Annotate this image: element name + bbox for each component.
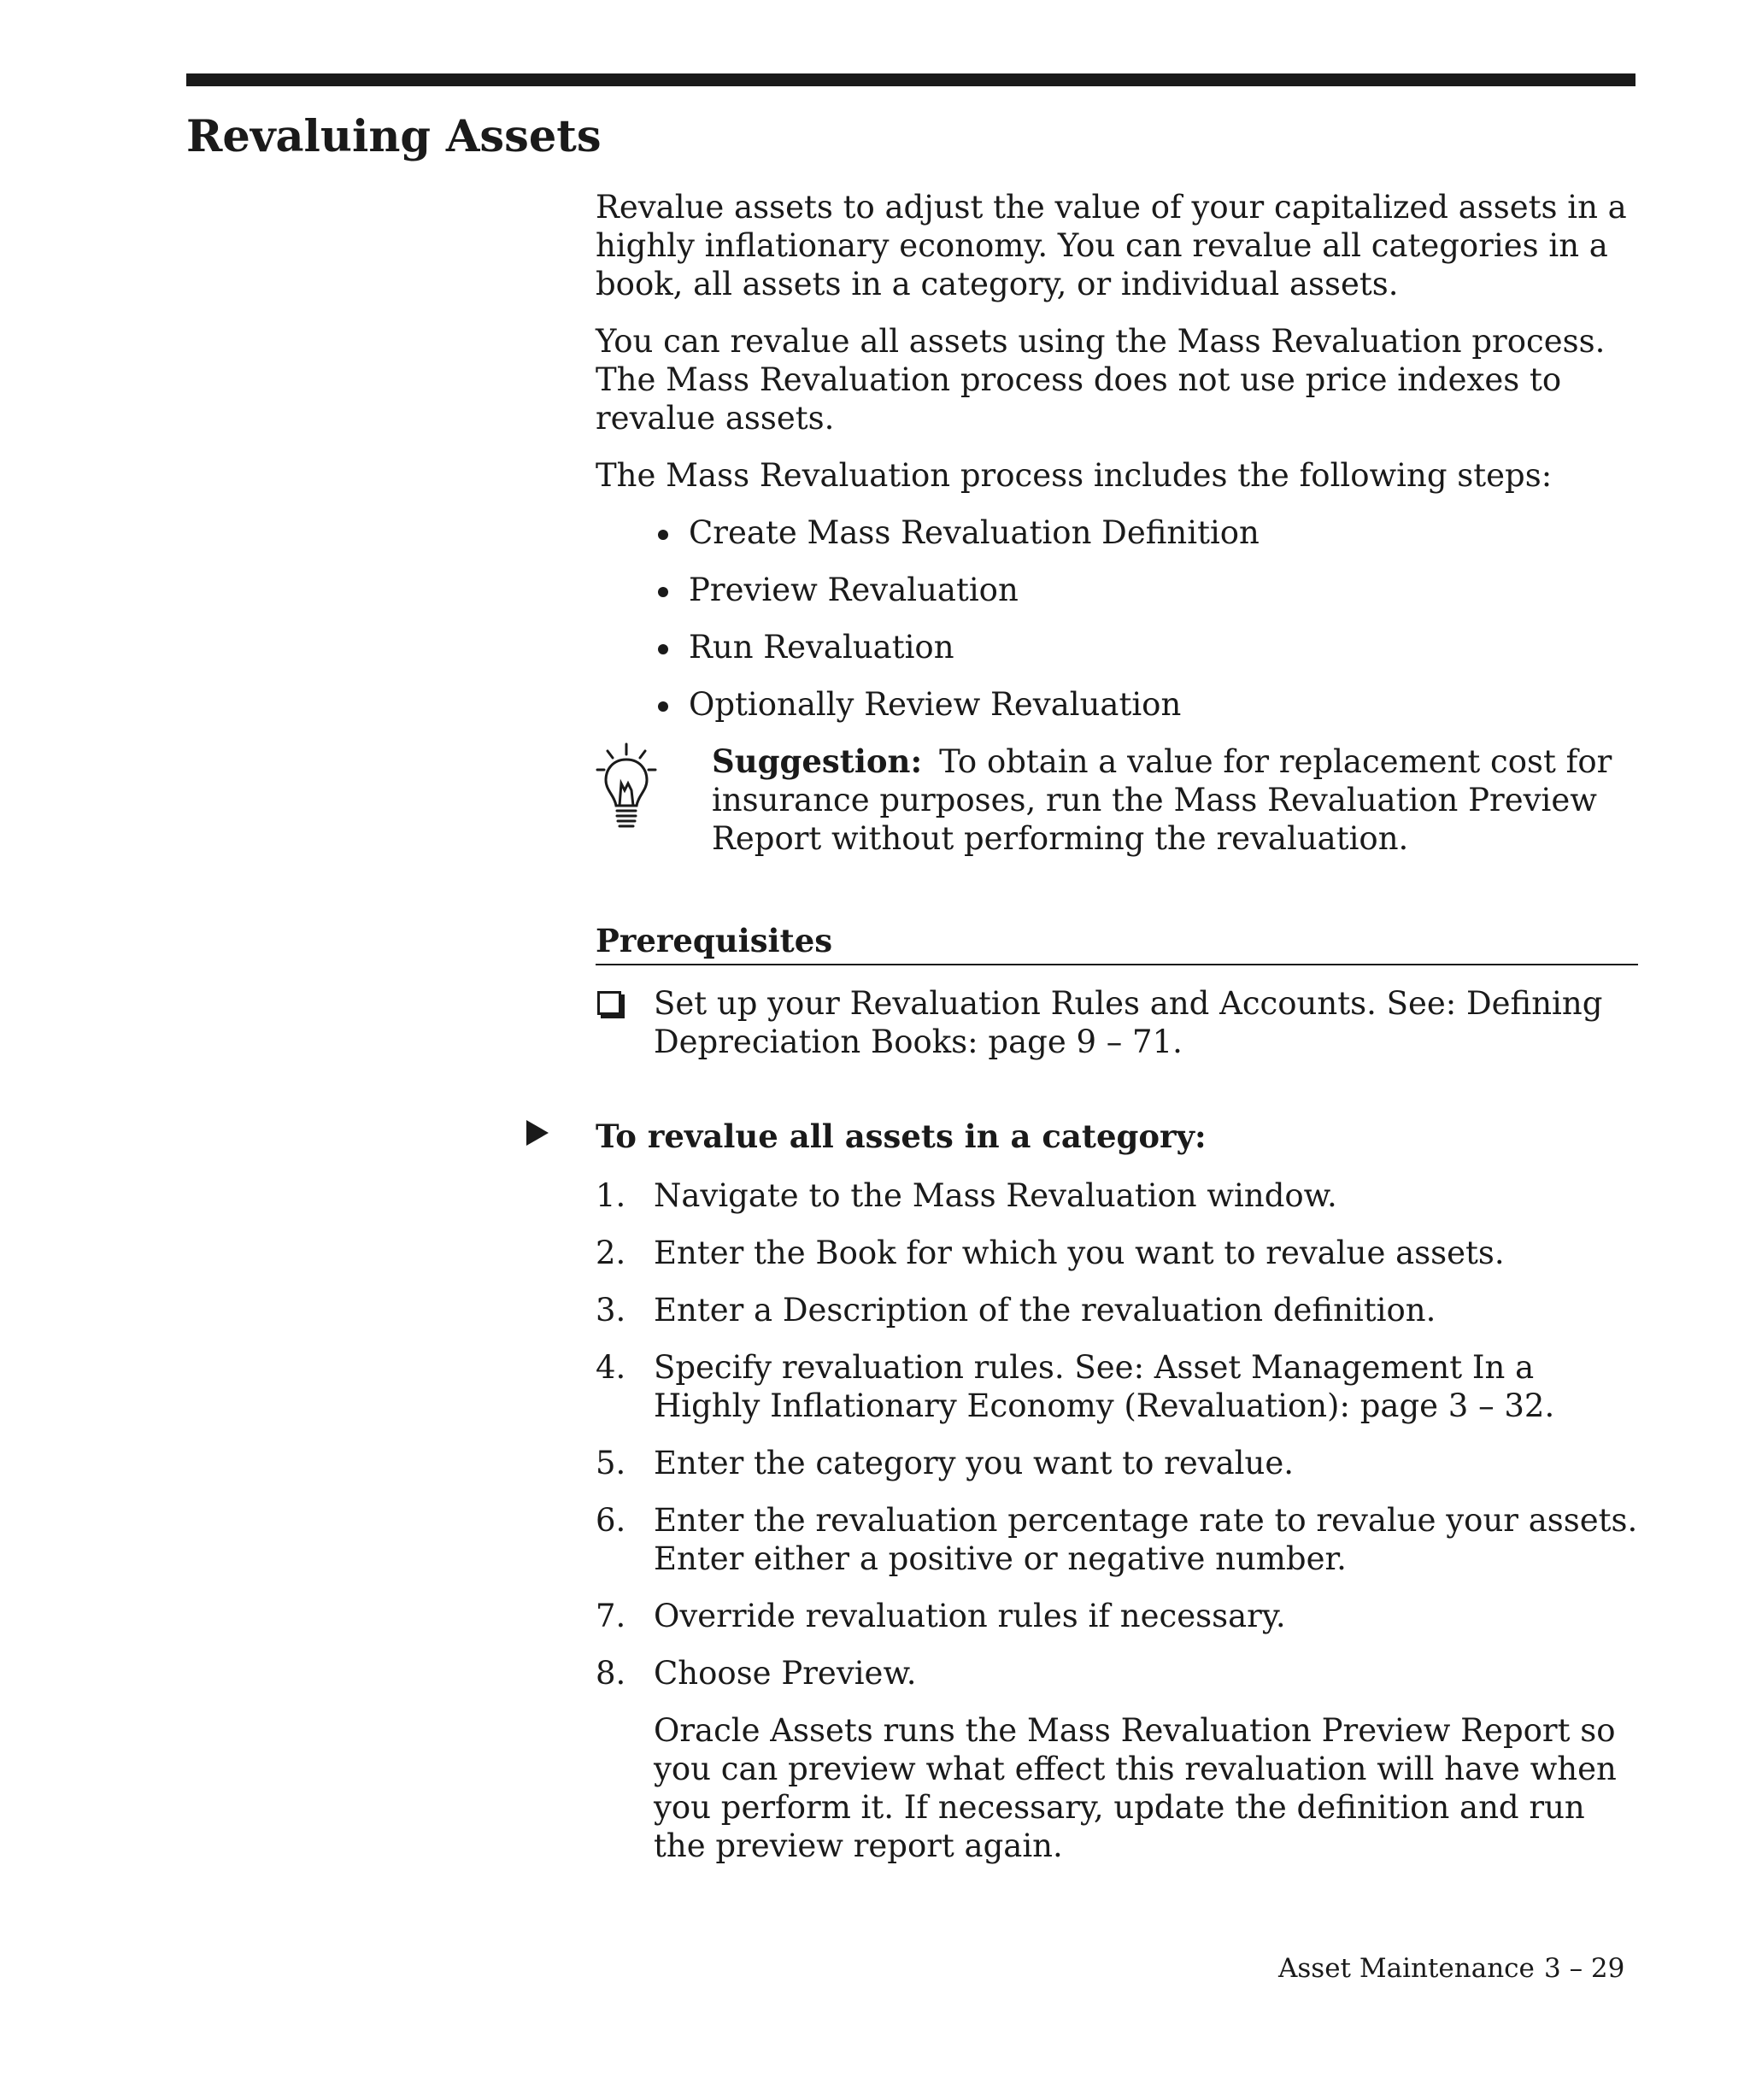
procedure-heading: To revalue all assets in a category: [596, 1117, 1638, 1156]
step-text: Enter the category you want to revalue. [654, 1445, 1294, 1481]
bullet-item: Optionally Review Revaluation [596, 685, 1638, 724]
step-note: Oracle Assets runs the Mass Revaluation Preview Report so you can preview what effect this revaluation will have when you perform it. If necessary, update the definition and run the preview report again. [654, 1712, 1617, 1864]
checkbox-icon [597, 991, 621, 1015]
step-number: 4. [596, 1349, 626, 1386]
step-text: Choose Preview. [654, 1655, 917, 1692]
suggestion-text: To obtain a value for replacement cost for insurance purposes, run the Mass Revaluation Preview Report without performing the revaluation. [712, 743, 1612, 857]
step-number: 6. [596, 1502, 626, 1539]
step-text: Navigate to the Mass Revaluation window. [654, 1177, 1337, 1214]
intro-paragraph: Revalue assets to adjust the value of your capitalized assets in a highly inflationary economy. You can revalue all categories in a book, all assets in a category, or individual assets. [596, 189, 1627, 302]
step-item [596, 1176, 1638, 1215]
step-item [596, 1597, 1638, 1635]
step-item [596, 1234, 1638, 1272]
bullet-icon [658, 644, 668, 654]
step-text: Specify revaluation rules. See: Asset Management In a Highly Inflationary Economy (Revaluation): page 3 – 32. [654, 1349, 1555, 1424]
step-text: Enter the revaluation percentage rate to revalue your assets. Enter either a positive or negative number. [654, 1502, 1638, 1577]
steps-bullet-list [596, 513, 1638, 724]
step-number: 7. [596, 1598, 626, 1634]
step-text: Enter the Book for which you want to revalue assets. [654, 1235, 1505, 1271]
arrow-right-icon [526, 1120, 549, 1146]
step-text: Override revaluation rules if necessary. [654, 1598, 1286, 1634]
footer-page-number: 3 – 29 [1544, 1953, 1625, 1984]
bullet-item: Preview Revaluation [596, 571, 1638, 609]
suggestion-note [596, 742, 1638, 858]
footer-section-name: Asset Maintenance [1278, 1953, 1535, 1984]
suggestion-label: Suggestion: [712, 742, 923, 780]
top-rule [186, 73, 1635, 86]
intro-paragraph: You can revalue all assets using the Mass Revaluation process. The Mass Revaluation process does not use price indexes to revalue assets. [596, 323, 1606, 437]
step-item [596, 1501, 1638, 1578]
bullet-icon [658, 530, 668, 540]
step-item [596, 1444, 1638, 1482]
main-content [596, 188, 1638, 1884]
prerequisite-item: Set up your Revaluation Rules and Accounts. See: Defining Depreciation Books: page 9 – 71. [596, 984, 1638, 1061]
step-number: 2. [596, 1235, 626, 1271]
step-number: 1. [596, 1177, 626, 1214]
prerequisites-heading: Prerequisites [596, 922, 1638, 965]
step-item [596, 1348, 1638, 1425]
bullet-icon [658, 701, 668, 712]
page-title: Revaluing Assets [186, 111, 602, 162]
intro-paragraph: The Mass Revaluation process includes the following steps: [596, 457, 1553, 494]
step-number: 8. [596, 1655, 626, 1692]
step-number: 3. [596, 1292, 626, 1329]
procedure-steps [596, 1176, 1638, 1865]
bullet-item: Create Mass Revaluation Definition [596, 513, 1638, 552]
bullet-item: Run Revaluation [596, 628, 1638, 666]
step-text: Enter a Description of the revaluation definition. [654, 1292, 1436, 1329]
step-number: 5. [596, 1445, 626, 1481]
lightbulb-icon [596, 742, 657, 836]
step-item [596, 1654, 1638, 1865]
step-item [596, 1291, 1638, 1329]
bullet-icon [658, 587, 668, 597]
